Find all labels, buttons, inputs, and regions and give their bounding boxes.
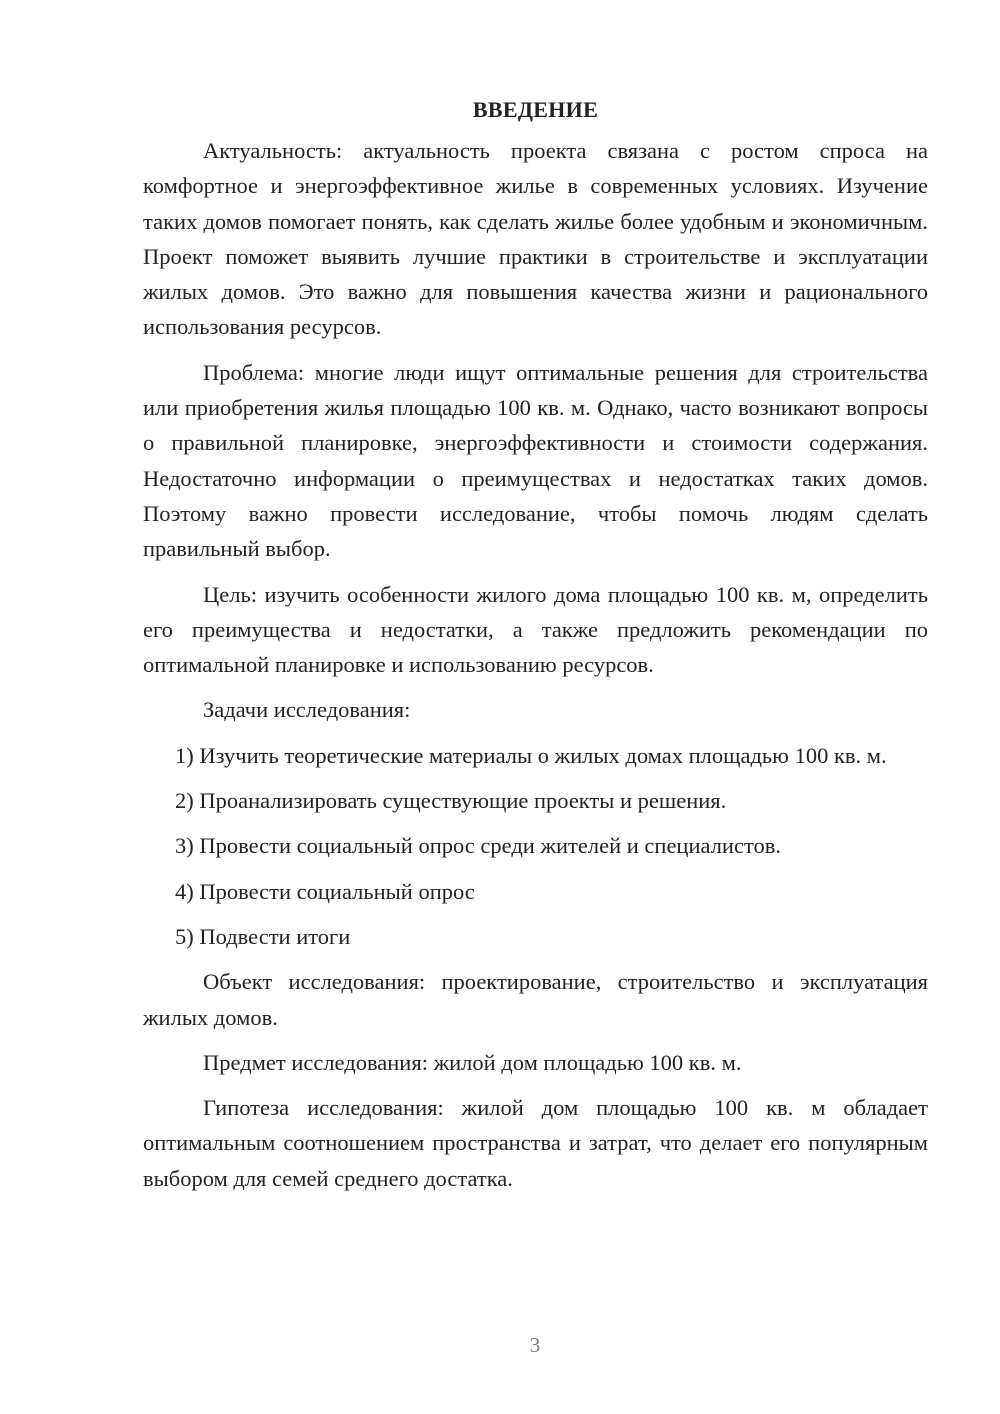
task-item-1: 1) Изучить теоретические материалы о жилых домах площадью 100 кв. м. xyxy=(175,742,887,768)
problem-paragraph: Проблема: многие люди ищут оптимальные решения для строительства или приобретения жилья площадью 100 кв. м. Однако, часто возникают вопросы о правильной планировке, энергоэффективности и стоимости содержания. Недостаточно информации о преимуществах и недостатках таких домов. Поэтому важно провести исследование, чтобы помочь людям сделать правильный выбор. xyxy=(143,359,928,562)
document-body xyxy=(143,92,928,1206)
task-item-4: 4) Провести социальный опрос xyxy=(175,878,475,904)
object-paragraph: Объект исследования: проектирование, строительство и эксплуатация жилых домов. xyxy=(143,969,928,1030)
page-number: 3 xyxy=(529,1333,541,1357)
task-item-3: 3) Провести социальный опрос среди жителей и специалистов. xyxy=(175,833,781,859)
subject-paragraph: Предмет исследования: жилой дом площадью 100 кв. м. xyxy=(203,1049,742,1075)
goal-paragraph: Цель: изучить особенности жилого дома площадью 100 кв. м, определить его преимущества и недостатки, а также предложить рекомендации по оптимальной планировке и использованию ресурсов. xyxy=(143,581,928,678)
relevance-paragraph: Актуальность: актуальность проекта связана с ростом спроса на комфортное и энергоэффективное жилье в современных условиях. Изучение таких домов помогает понять, как сделать жилье более удобным и экономичным. Проект поможет выявить лучшие практики в строительстве и эксплуатации жилых домов. Это важно для повышения качества жизни и рационального использования ресурсов. xyxy=(143,138,928,340)
task-item-2: 2) Проанализировать существующие проекты и решения. xyxy=(175,788,727,814)
task-item-5: 5) Подвести итоги xyxy=(175,923,351,949)
tasks-heading: Задачи исследования: xyxy=(203,697,411,723)
hypothesis-paragraph: Гипотеза исследования: жилой дом площадью 100 кв. м обладает оптимальным соотношением пространства и затрат, что делает его популярным выбором для семей среднего достатка. xyxy=(143,1095,928,1191)
page-title: ВВЕДЕНИЕ xyxy=(472,97,599,122)
